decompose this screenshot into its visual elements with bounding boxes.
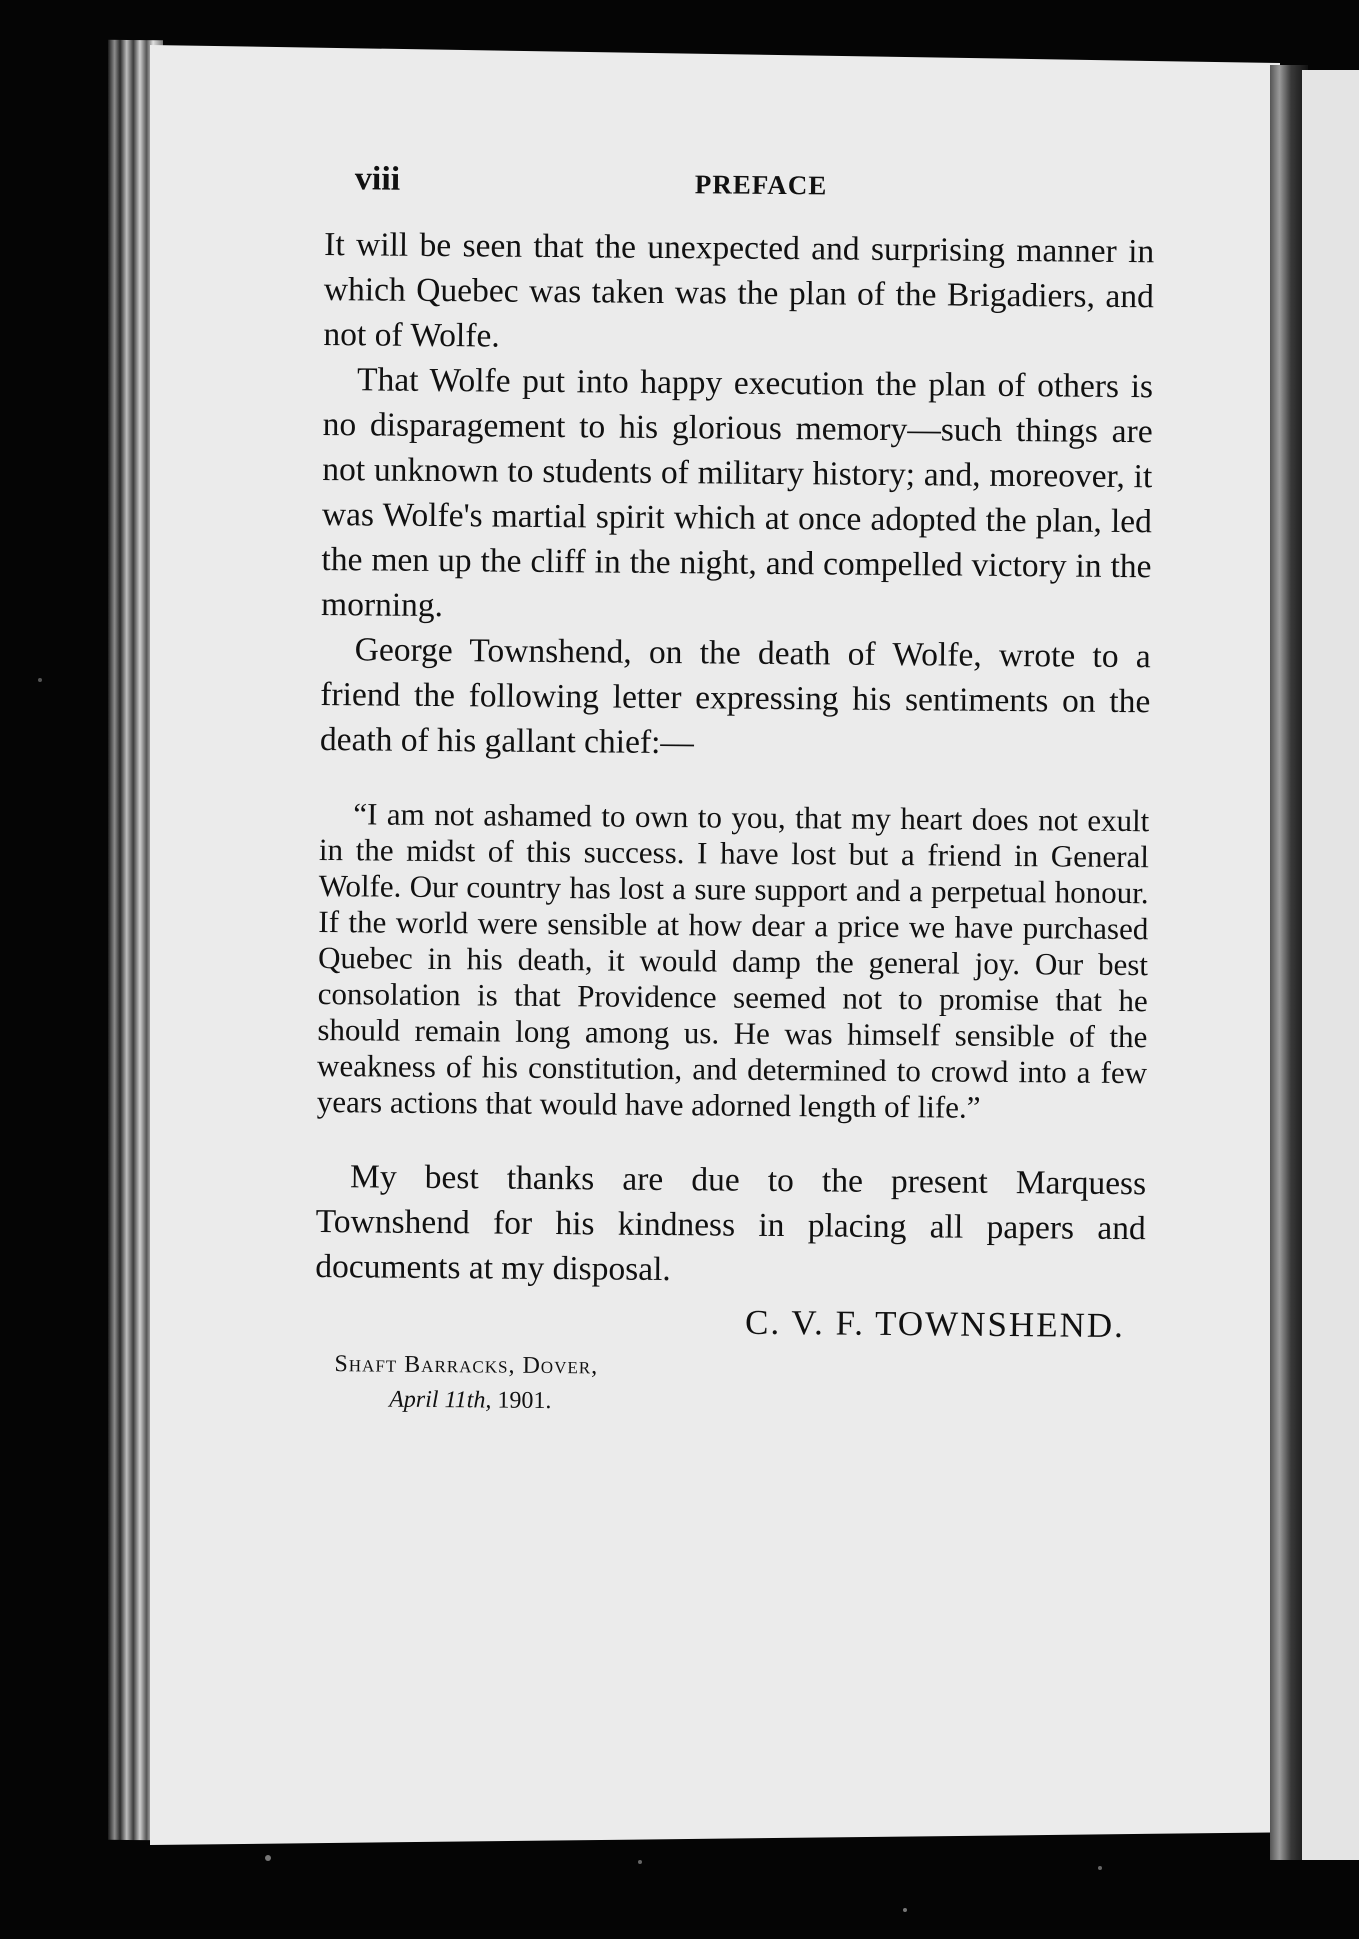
page-text-block [314,160,1155,1420]
paragraph-3: George Townshend, on the death of Wolfe, wrote to a friend the following letter expressing his sentiments on the death of his gallant chief:— [319,631,1151,762]
running-head: PREFACE [694,169,828,201]
date-month: April 11th, [389,1386,492,1414]
page-header [325,160,1155,207]
paragraph-1: It will be seen that the unexpected and surprising manner in which Quebec was taken was the plan of the Brigadiers, and not of Wolfe. [323,225,1155,355]
paragraph-2: That Wolfe put into happy execution the plan of others is no disparagement to his glorious memory—such things are not unknown to students of military history; and, moreover, it was Wolfe's martial spirit which at once adopted the plan, led the men up the cliff in the night, and compelled victory in the morning. [320,361,1154,625]
paragraph-acknowledgement: My best thanks are due to the present Marquess Townshend for his kindness in placing all papers and documents at my disposal. [315,1158,1147,1289]
author-signature: C. V. F. TOWNSHEND. [744,1302,1126,1346]
preface-body [315,222,1154,1296]
page-number: viii [354,160,401,198]
signature-address: Shaft Barracks, Dover, [334,1351,599,1380]
facing-page-sliver [1302,70,1359,1860]
letter-quotation: “I am not ashamed to own to you, that my heart does not exult in the midst of this success. I have lost but a friend in General Wolfe. Our country has lost a sure support and a perpetual honour. If the world were sensible at how dear a price we have purchased Quebec in his death, it would damp the general joy. Our best consolation is that Providence seemed not to promise that he should remain long among us. He was himself sensible of the weakness of his constitution, and determined to crowd into a few years actions that would have adorned length of life.” [316,796,1150,1125]
date-year: 1901. [497,1387,552,1415]
